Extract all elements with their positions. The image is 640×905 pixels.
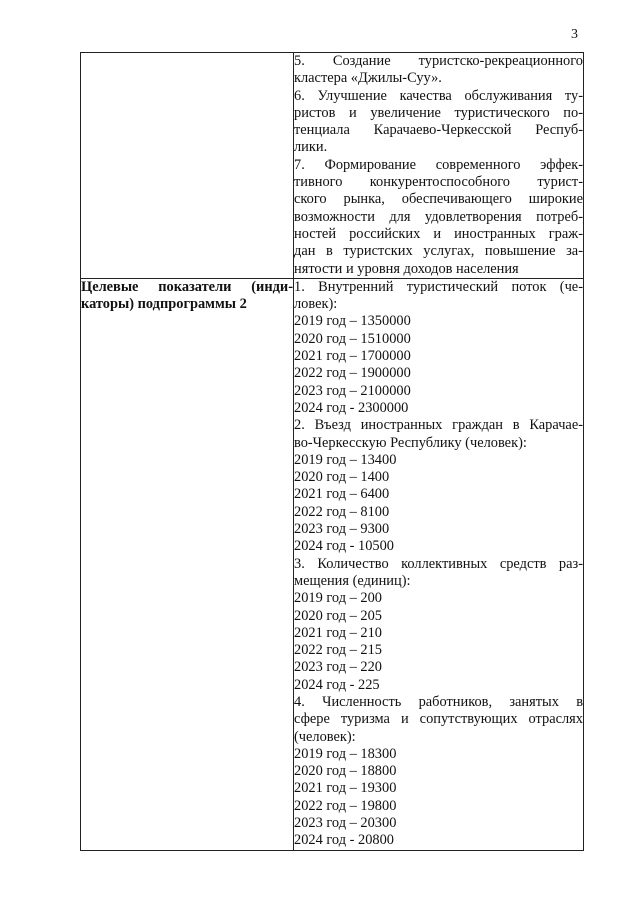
indicator-value: 2021 год – 1700000: [294, 348, 411, 365]
indicator-title: ловек):: [294, 296, 338, 313]
indicator-value: 2022 год – 8100: [294, 503, 390, 520]
indicator-value: 2024 год - 10500: [294, 538, 394, 555]
indicator-value: 2019 год – 18300: [294, 745, 397, 762]
indicator-title: мещения (единиц):: [294, 572, 411, 589]
indicator-value: 2024 год - 225: [294, 676, 380, 693]
empty-left-cell: [81, 53, 294, 279]
indicator-value: 2020 год – 18800: [294, 763, 397, 780]
indicator-title: сфере туризма и сопутствующих отраслях: [294, 711, 583, 728]
goal-paragraph-5: [294, 53, 583, 88]
goal-paragraph-6: [294, 88, 583, 157]
table-row-goals: [81, 53, 584, 279]
indicator-value: 2021 год – 19300: [294, 780, 397, 797]
text-line: ского рынка, обеспечивающего широкие: [294, 191, 583, 208]
text-line: кластера «Джилы-Суу».: [294, 70, 442, 87]
indicator-employment: [294, 694, 583, 850]
text-line: тенциала Карачаево-Черкесской Респуб-: [294, 122, 583, 139]
indicator-title: 1. Внутренний туристический поток (че-: [294, 278, 583, 295]
indicator-title: во-Черкесскую Республику (человек):: [294, 434, 527, 451]
indicator-value: 2020 год – 205: [294, 607, 383, 624]
indicator-value: 2022 год – 215: [294, 642, 383, 659]
indicator-value: 2023 год – 9300: [294, 521, 390, 538]
indicator-value: 2023 год – 220: [294, 659, 383, 676]
indicator-title: 4. Численность работников, занятых в: [294, 693, 583, 710]
indicator-title: 2. Въезд иностранных граждан в Карачае-: [294, 417, 583, 434]
text-line: 5. Создание туристско-рекреационного: [294, 53, 583, 69]
text-line: 6. Улучшение качества обслуживания ту-: [294, 87, 583, 104]
text-line: возможности для удовлетворения потреб-: [294, 208, 583, 225]
indicator-value: 2024 год - 20800: [294, 832, 394, 849]
indicator-tourist-flow: [294, 279, 583, 417]
goals-cell: [294, 53, 584, 279]
text-line: дан в туристских услугах, повышение за-: [294, 243, 583, 260]
indicator-title: (человек):: [294, 728, 356, 745]
text-line: ристов и увеличение туристического по-: [294, 104, 583, 121]
indicator-value: 2023 год – 20300: [294, 815, 397, 832]
indicator-value: 2021 год – 210: [294, 624, 383, 641]
text-line: лики.: [294, 139, 328, 156]
page-number: 3: [571, 27, 578, 42]
indicator-foreign-arrivals: [294, 417, 583, 555]
indicator-value: 2019 год – 200: [294, 590, 383, 607]
text-line: ностей российских и иностранных граж-: [294, 225, 583, 242]
indicator-value: 2023 год – 2100000: [294, 382, 411, 399]
indicator-value: 2020 год – 1400: [294, 469, 390, 486]
indicator-value: 2019 год – 1350000: [294, 313, 411, 330]
heading-line: Целевые показатели (инди-: [81, 278, 293, 295]
indicator-value: 2020 год – 1510000: [294, 330, 411, 347]
indicator-value: 2022 год – 1900000: [294, 365, 411, 382]
indicators-heading: [81, 279, 293, 314]
indicator-accommodation: [294, 556, 583, 694]
heading-line: каторы) подпрограммы 2: [81, 296, 247, 313]
indicator-value: 2019 год – 13400: [294, 451, 397, 468]
text-line: нятости и уровня доходов населения: [294, 260, 519, 277]
table-row-indicators: [81, 278, 584, 850]
indicator-value: 2024 год - 2300000: [294, 399, 409, 416]
indicator-value: 2021 год – 6400: [294, 486, 390, 503]
indicator-title: 3. Количество коллективных средств раз-: [294, 555, 583, 572]
indicator-value: 2022 год – 19800: [294, 797, 397, 814]
program-table: [80, 52, 584, 851]
goal-paragraph-7: [294, 157, 583, 278]
indicators-heading-cell: [81, 278, 294, 850]
text-line: 7. Формирование современного эффек-: [294, 156, 583, 173]
text-line: тивного конкурентоспособного турист-: [294, 174, 583, 191]
indicators-cell: [294, 278, 584, 850]
